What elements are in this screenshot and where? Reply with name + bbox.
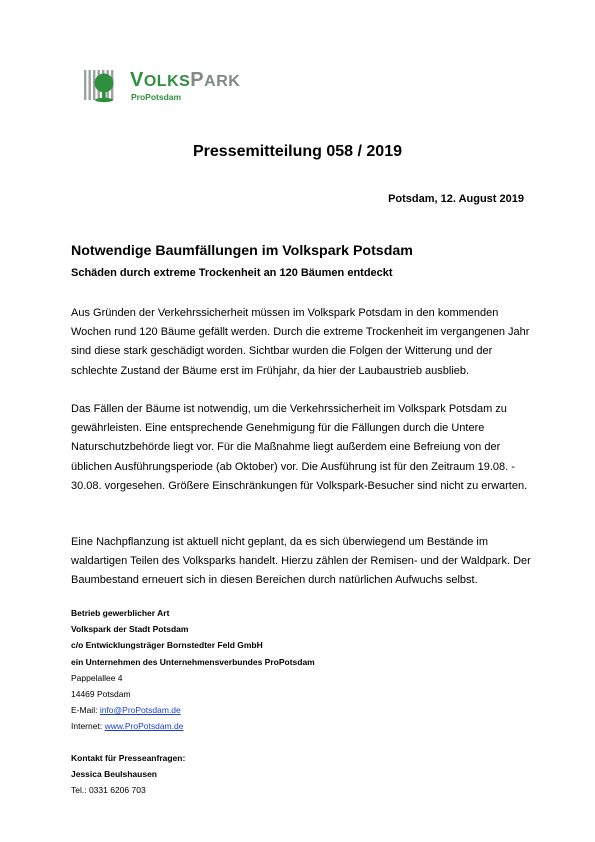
press-release-date: Potsdam, 12. August 2019: [388, 193, 524, 205]
press-release-title: Pressemitteilung 058 / 2019: [193, 143, 402, 160]
press-contact-block: [71, 750, 185, 799]
logo-letter-p: P: [190, 69, 205, 91]
press-contact-name: Jessica Beulshausen: [71, 769, 157, 780]
org-line-2: Volkspark der Stadt Potsdam: [71, 624, 189, 635]
website-label: Internet:: [71, 721, 105, 732]
email-row: [71, 702, 315, 718]
logo-letter-v: V: [130, 69, 144, 91]
city-address: 14469 Potsdam: [71, 689, 131, 700]
logo-wordmark: [130, 69, 240, 92]
press-contact-phone: Tel.: 0331 6206 703: [71, 785, 146, 796]
headline: Notwendige Baumfällungen im Volkspark Potsdam: [71, 243, 413, 259]
press-contact-label: Kontakt für Presseanfragen:: [71, 753, 186, 763]
body-paragraph-2: Das Fällen der Bäume ist notwendig, um die Verkehrssicherheit im Volkspark Potsdam zu gewährleisten. Eine entsprechende Genehmigung für die Fällungen durch die Untere Naturschutzbehörde liegt vor. Für die Maßnahme liegt außerdem eine Befreiung von der üblichen Ausführungsperiode (ab Oktober) vor. Die Ausführung ist für den Zeitraum 19.08. - 30.08. vorgesehen. Größere Einschränkungen für Volkspark-Besucher sind nicht zu erwarten.: [71, 403, 528, 492]
website-link[interactable]: www.ProPotsdam.de: [104, 721, 184, 732]
email-link[interactable]: info@ProPotsdam.de: [99, 705, 181, 716]
body-paragraph-3: Eine Nachpflanzung ist aktuell nicht geplant, da es sich überwiegend um Bestände im waldartigen Teilen des Volksparks handelt. Hierzu zählen der Remisen- und der Waldpark. Der Baumbestand erneuert sich in diesen Bereichen durch natürlichen Aufwuchs selbst.: [71, 536, 531, 587]
subheadline: Schäden durch extreme Trockenheit an 120 Bäumen entdeckt: [71, 267, 393, 279]
logo-subtitle: ProPotsdam: [131, 92, 182, 102]
logo-olks: OLKS: [143, 73, 191, 90]
org-line-1: Betrieb gewerblicher Art: [71, 608, 170, 618]
organization-block: [71, 605, 315, 735]
volkspark-logo: [84, 68, 254, 108]
website-row: [71, 718, 315, 734]
email-label: E-Mail:: [71, 705, 100, 716]
street-address: Pappelallee 4: [71, 672, 123, 683]
tree-emblem-icon: [84, 68, 128, 104]
org-line-3: c/o Entwicklungsträger Bornstedter Feld GmbH: [71, 640, 263, 651]
org-line-4: ein Unternehmen des Unternehmensverbundes ProPotsdam: [71, 656, 315, 667]
logo-ark: ARK: [204, 73, 241, 90]
body-paragraph-1: Aus Gründen der Verkehrssicherheit müssen im Volkspark Potsdam in den kommenden Wochen rund 120 Bäume gefällt werden. Durch die extreme Trockenheit im vergangenen Jahr sind diese stark geschädigt worden. Sichtbar wurden die Folgen der Witterung und der schlechte Zustand der Bäume erst im Frühjahr, da hier der Laubaustrieb ausblieb.: [71, 307, 530, 377]
